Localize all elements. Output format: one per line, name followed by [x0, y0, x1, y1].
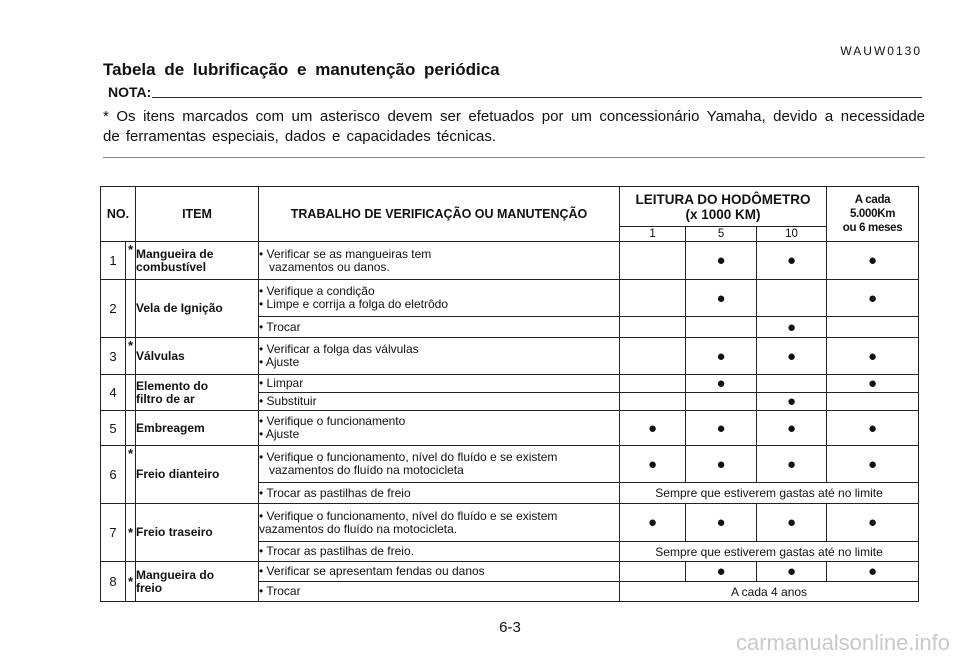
header-item: ITEM — [136, 187, 259, 242]
mark-cell — [757, 280, 827, 317]
nota-label: NOTA: — [108, 84, 152, 100]
mark-cell: ● — [686, 446, 757, 483]
item-name: Embreagem — [136, 411, 259, 446]
asterisk-mark: * — [126, 504, 136, 562]
work-description: • Verificar se as mangueiras tem vazamentos ou danos. — [259, 242, 620, 280]
mark-cell — [757, 375, 827, 393]
header-interval-line2: 5.000Km — [849, 208, 896, 220]
header-km-5: 5 — [686, 227, 757, 242]
row-number: 1 — [101, 242, 126, 280]
table-row — [101, 504, 919, 542]
work-description: • Trocar as pastilhas de freio — [259, 483, 620, 504]
header-km-10: 10 — [757, 227, 827, 242]
item-name: Vela de Ignição — [136, 280, 259, 338]
mark-cell: ● — [757, 338, 827, 375]
mark-cell: ● — [827, 242, 919, 280]
mark-cell — [686, 393, 757, 411]
mark-cell: ● — [827, 446, 919, 483]
section-divider — [103, 157, 925, 158]
asterisk-mark: * — [126, 446, 136, 504]
row-number: 3 — [101, 338, 126, 375]
item-name: Elemento do filtro de ar — [136, 375, 259, 411]
header-odometer-line2: (x 1000 KM) — [685, 206, 761, 222]
row-number: 6 — [101, 446, 126, 504]
table-row — [101, 338, 919, 375]
mark-cell: ● — [620, 446, 686, 483]
mark-cell — [827, 393, 919, 411]
mark-cell: ● — [686, 242, 757, 280]
header-km-1: 1 — [620, 227, 686, 242]
work-description: • Limpar — [259, 375, 620, 393]
asterisk-cell — [126, 411, 136, 446]
table-row — [101, 411, 919, 446]
mark-cell: ● — [827, 375, 919, 393]
row-number: 8 — [101, 562, 126, 602]
mark-cell: ● — [757, 242, 827, 280]
mark-cell — [620, 375, 686, 393]
asterisk-mark: * — [126, 242, 136, 280]
table-row — [101, 446, 919, 483]
nota-divider — [152, 97, 922, 98]
row-number: 7 — [101, 504, 126, 562]
mark-cell — [620, 280, 686, 317]
mark-cell: ● — [757, 393, 827, 411]
mark-cell: ● — [686, 562, 757, 582]
row-number: 4 — [101, 375, 126, 411]
asterisk-mark: * — [126, 562, 136, 602]
header-no: NO. — [101, 187, 136, 242]
work-description: • Verifique o funcionamento, nível do fluído e se existem vazamentos do fluído na motocicleta. — [259, 504, 620, 542]
work-description: • Verifique o funcionamento • Ajuste — [259, 411, 620, 446]
mark-cell — [686, 317, 757, 338]
mark-cell: ● — [827, 562, 919, 582]
work-description: • Trocar — [259, 582, 620, 602]
header-work: TRABALHO DE VERIFICAÇÃO OU MANUTENÇÃO — [259, 187, 620, 242]
table-row — [101, 375, 919, 393]
watermark: carmanualsonline.info — [735, 630, 950, 655]
header-interval — [827, 187, 919, 242]
asterisk-mark: * — [126, 338, 136, 375]
mark-cell: ● — [827, 280, 919, 317]
row-number: 2 — [101, 280, 126, 338]
item-name: Freio traseiro — [136, 504, 259, 562]
mark-cell: ● — [757, 317, 827, 338]
mark-cell: ● — [620, 504, 686, 542]
mark-cell: ● — [827, 504, 919, 542]
document-code: WAUW0130 — [840, 44, 922, 58]
mark-cell: ● — [757, 504, 827, 542]
maintenance-table — [100, 186, 919, 602]
page-title: Tabela de lubrificação e manutenção periódica — [103, 60, 500, 79]
mark-cell: ● — [686, 280, 757, 317]
work-description: • Verifique a condição • Limpe e corrija a folga do eletrôdo — [259, 280, 620, 317]
work-description: • Verifique o funcionamento, nível do fluído e se existem vazamentos do fluído na motocicleta — [259, 446, 620, 483]
page-number: 6-3 — [499, 619, 521, 636]
mark-cell — [620, 393, 686, 411]
mark-cell — [620, 562, 686, 582]
work-description: • Trocar — [259, 317, 620, 338]
mark-cell: ● — [827, 411, 919, 446]
header-interval-line3: ou 6 meses — [842, 222, 903, 234]
work-description: • Trocar as pastilhas de freio. — [259, 542, 620, 562]
asterisk-cell — [126, 375, 136, 411]
mark-cell: ● — [686, 504, 757, 542]
header-interval-line1: A cada — [854, 194, 891, 206]
work-description: • Substituir — [259, 393, 620, 411]
note-text: * Os itens marcados com um asterisco devem ser efetuados por um concessionário Yamaha, devido a necessidade de ferramentas especiais, dados e capacidades técnicas. — [103, 108, 925, 145]
interval-note: Sempre que estiverem gastas até no limite — [620, 542, 919, 562]
mark-cell: ● — [686, 375, 757, 393]
item-name: Mangueira de combustível — [136, 242, 259, 280]
mark-cell: ● — [757, 562, 827, 582]
mark-cell: ● — [757, 446, 827, 483]
interval-note: Sempre que estiverem gastas até no limite — [620, 483, 919, 504]
mark-cell: ● — [686, 411, 757, 446]
table-row — [101, 280, 919, 317]
item-name: Freio dianteiro — [136, 446, 259, 504]
mark-cell: ● — [620, 411, 686, 446]
row-number: 5 — [101, 411, 126, 446]
mark-cell — [620, 317, 686, 338]
table-row — [101, 562, 919, 582]
mark-cell: ● — [686, 338, 757, 375]
interval-note: A cada 4 anos — [620, 582, 919, 602]
work-description: • Verificar a folga das válvulas • Ajuste — [259, 338, 620, 375]
mark-cell: ● — [827, 338, 919, 375]
mark-cell — [620, 242, 686, 280]
item-name: Mangueira do freio — [136, 562, 259, 602]
header-odometer-line1: LEITURA DO HODÔMETRO — [635, 191, 811, 207]
header-odometer — [620, 187, 827, 227]
mark-cell — [620, 338, 686, 375]
work-description: • Verificar se apresentam fendas ou danos — [259, 562, 620, 582]
table-row — [101, 242, 919, 280]
mark-cell: ● — [757, 411, 827, 446]
asterisk-cell — [126, 280, 136, 338]
item-name: Válvulas — [136, 338, 259, 375]
mark-cell — [827, 317, 919, 338]
